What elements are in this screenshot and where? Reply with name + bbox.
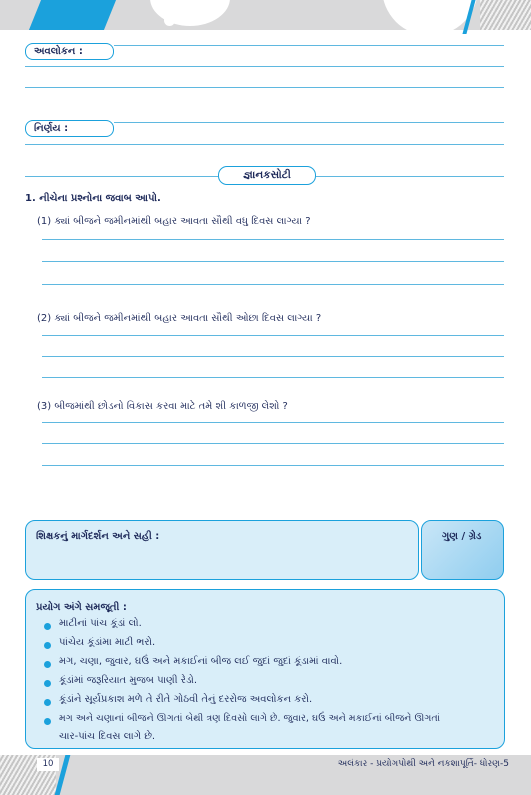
bullet-icon — [44, 699, 51, 706]
answer-line — [114, 45, 504, 46]
quiz-rule-right — [316, 176, 504, 177]
answer-line — [42, 422, 504, 423]
answer-line — [42, 377, 504, 378]
note-item: માટીનાં પાંચ કૂંડાં લો. — [59, 618, 142, 629]
quiz-title-badge — [218, 166, 316, 186]
bullet-icon — [44, 718, 51, 725]
note-item: પાંચેય કૂંડાંમા માટી ભરો. — [59, 637, 156, 648]
bullet-icon — [44, 680, 51, 687]
answer-line — [25, 87, 504, 88]
quiz-title: જ્ઞાનકસોટી — [218, 166, 316, 185]
answer-line — [114, 122, 504, 123]
grade-box — [421, 520, 504, 580]
header-blue-stripe — [29, 0, 116, 30]
quiz-rule-left — [25, 176, 218, 177]
header-hatch-pattern — [480, 0, 531, 30]
page-number: 10 — [37, 758, 59, 771]
question-2: (2) ક્યાં બીજને જમીનમાંથી બહાર આવતા સૌથી ઓછા દિવસ લાગ્યા ? — [37, 313, 322, 324]
teacher-remarks-box — [25, 520, 419, 580]
note-item-continuation: ચાર-પાંચ દિવસ લાગે છે. — [59, 731, 156, 742]
answer-line — [42, 239, 504, 240]
answer-line — [42, 356, 504, 357]
note-item: મગ અને ચણાનાં બીજને ઊગતાં બેથી ત્રણ દિવસો લાગે છે. જુવાર, ઘઉં અને મકાઈનાં બીજને ઊગતાં — [59, 713, 441, 724]
answer-line — [42, 261, 504, 262]
answer-line — [25, 144, 504, 145]
bullet-icon — [44, 642, 51, 649]
note-item: કૂંડાંમાં જરૂરિયાત મુજબ પાણી રેડો. — [59, 675, 198, 686]
note-item: મગ, ચણા, જુવાર, ઘઉં અને મકાઈનાં બીજ લઈ જુદાં જુદાં કૂંડામાં વાવો. — [59, 656, 343, 667]
footer-title: અલંકાર - પ્રયોગપોથી અને નકશાપૂર્તિ- ધોરણ-5 — [337, 759, 509, 769]
questions-heading: 1. નીચેના પ્રશ્નોના જવાબ આપો. — [25, 193, 161, 204]
bullet-icon — [44, 623, 51, 630]
notes-title: પ્રયોગ અંગે સમજૂતી : — [36, 602, 127, 613]
note-item: કૂંડાંને સૂર્યપ્રકાશ મળે તે રીતે ગોઠવી તેનું દરરોજ અવલોકન કરો. — [59, 694, 313, 705]
answer-line — [42, 465, 504, 466]
question-1: (1) ક્યાં બીજને જમીનમાંથી બહાર આવતા સૌથી વધુ દિવસ લાગ્યા ? — [37, 216, 311, 227]
answer-line — [25, 66, 504, 67]
observation-label: અવલોકન : — [25, 43, 114, 60]
answer-line — [42, 284, 504, 285]
question-3: (3) બીજમાંથી છોડનો વિકાસ કરવા માટે તમે શી કાળજી લેશો ? — [37, 401, 288, 412]
grade-label: ગુણ / ગ્રેડ — [442, 531, 482, 542]
header-dot-shape — [164, 15, 175, 26]
conclusion-label: નિર્ણય : — [25, 120, 114, 137]
experiment-notes-box — [25, 589, 505, 749]
answer-line — [42, 335, 504, 336]
bullet-icon — [44, 661, 51, 668]
teacher-label: શિક્ષકનું માર્ગદર્શન અને સહી : — [36, 531, 160, 542]
answer-line — [42, 443, 504, 444]
